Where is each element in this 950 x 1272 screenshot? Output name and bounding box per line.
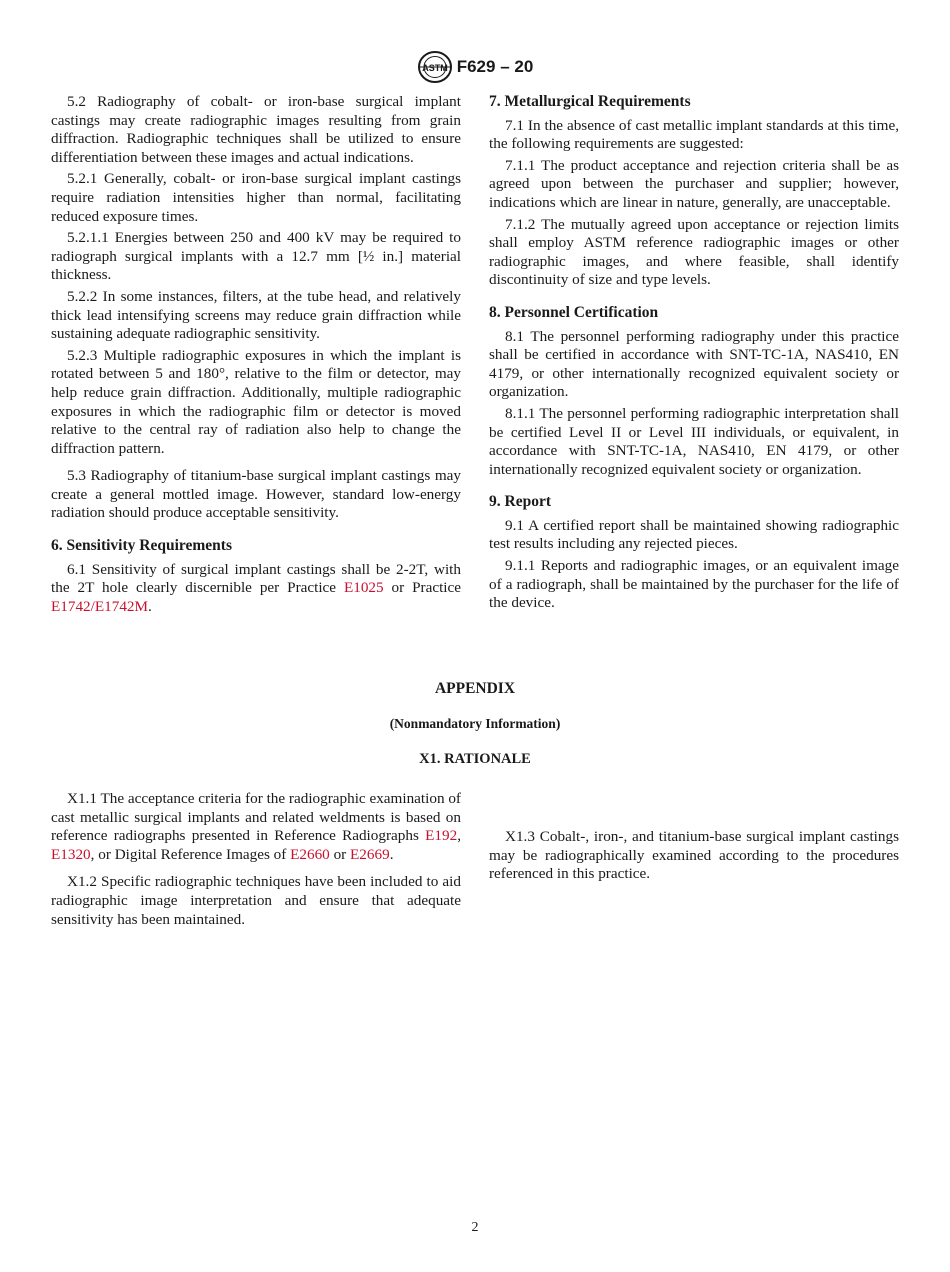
link-e192[interactable]: E192 [425, 827, 458, 845]
document-designation: F629 – 20 [456, 57, 534, 76]
link-e1320[interactable]: E1320 [51, 845, 91, 863]
paragraph-x1-1-text: X1.1 The acceptance criteria for the radiographic examination of cast metallic surgical implants and related weldments is based on reference radiographs presented in Reference Radiographs [51, 790, 461, 845]
paragraph-x1-3: X1.3 Cobalt-, iron-, and titanium-base surgical implant castings may be radiographically examined according to the procedures referenced in this practice. [489, 828, 899, 883]
appendix-subtitle: (Nonmandatory Information) [389, 716, 561, 731]
paragraph-x1-1-text: , [457, 827, 461, 845]
left-column [51, 93, 461, 619]
paragraph-5-2-1-1: 5.2.1.1 Energies between 250 and 400 kV may be required to radiograph surgical implants with a 12.7 mm [½ in.] material thickness. [51, 229, 461, 284]
paragraph-5-2-1: 5.2.1 Generally, cobalt- or iron-base surgical implant castings require radiation intensities higher than normal, facilitating reduced exposure times. [51, 170, 461, 225]
right-column [489, 93, 899, 616]
paragraph-x1-1-text: , or Digital Reference Images of [90, 845, 291, 863]
paragraph-7-1: 7.1 In the absence of cast metallic implant standards at this time, the following requirements are suggested: [489, 116, 899, 153]
paragraph-x1-1 [51, 790, 461, 864]
paragraph-5-3: 5.3 Radiography of titanium-base surgical implant castings may create a general mottled image. However, standard low-energy radiation should produce acceptable sensitivity. [51, 467, 461, 522]
section-heading-7: 7. Metallurgical Requirements [489, 93, 691, 110]
link-e1742[interactable]: E1742/E1742M [51, 597, 149, 615]
paragraph-5-2: 5.2 Radiography of cobalt- or iron-base surgical implant castings may create radiographic images resulting from grain diffraction. Radiographic techniques shall be utilized to ensure differentiation between these images and actual indications. [51, 93, 461, 166]
section-heading-9: 9. Report [489, 493, 551, 511]
svg-text:ASTM: ASTM [421, 63, 448, 73]
appendix-title: APPENDIX [434, 680, 516, 697]
appendix-left-column [51, 790, 461, 932]
paragraph-x1-1-text: . [389, 845, 394, 863]
paragraph-x1-1-text: or [329, 845, 351, 863]
paragraph-x1-2: X1.2 Specific radiographic techniques have been included to aid radiographic image interpretation and ensure that adequate sensitivity has been maintained. [51, 873, 461, 928]
astm-logo-icon [417, 50, 453, 84]
link-e2660[interactable]: E2660 [290, 845, 330, 863]
appendix-section-heading: X1. RATIONALE [419, 751, 531, 767]
paragraph-9-1-1: 9.1.1 Reports and radiographic images, or an equivalent image of a radiograph, shall be maintained by the purchaser for the life of the device. [489, 557, 899, 612]
section-heading-8: 8. Personnel Certification [489, 303, 659, 321]
paragraph-7-1-2: 7.1.2 The mutually agreed upon acceptance or rejection limits shall employ ASTM reference radiographic images or other radiographic images, and where feasible, shall identify discontinuity of size and type levels. [489, 215, 899, 289]
page-header [0, 50, 950, 84]
appendix-right-column [489, 790, 899, 887]
paragraph-9-1: 9.1 A certified report shall be maintained showing radiographic test results including any rejected pieces. [489, 516, 899, 553]
paragraph-6-1-text: 6.1 Sensitivity of surgical implant castings shall be 2-2T, with the 2T hole clearly discernible per Practice [51, 560, 461, 597]
paragraph-6-1 [51, 561, 461, 617]
paragraph-5-2-3: 5.2.3 Multiple radiographic exposures in which the implant is rotated between 5 and 180°, relative to the film or detector, may help reduce grain diffraction. Additionally, multiple radiographic exposures in which the radiographic film or detector is moved relative to the central ray of radiation also help to change the diffraction pattern. [51, 346, 461, 457]
paragraph-7-1-1: 7.1.1 The product acceptance and rejection criteria shall be as agreed upon between the purchaser and supplier; however, indications which are linear in nature, generally, are unacceptable. [489, 156, 899, 211]
link-e1025[interactable]: E1025 [343, 579, 384, 597]
section-heading-6: 6. Sensitivity Requirements [51, 537, 232, 555]
paragraph-8-1-1: 8.1.1 The personnel performing radiographic interpretation shall be certified Level II or Level III individuals, or equivalent, in accordance with SNT-TC-1A, NAS410, EN 4179, or other internationally recognized equivalent society or organization. [489, 404, 899, 478]
paragraph-5-2-2: 5.2.2 In some instances, filters, at the tube head, and relatively thick lead intensifying screens may reduce grain diffraction while sustaining adequate radiographic sensitivity. [51, 287, 461, 343]
paragraph-6-1-text: . [148, 597, 152, 615]
paragraph-6-1-text: or Practice [383, 579, 461, 597]
page-number: 2 [471, 1220, 479, 1235]
paragraph-8-1: 8.1 The personnel performing radiography under this practice shall be certified in accordance with SNT-TC-1A, NAS410, EN 4179, or other internationally recognized equivalent society or organization. [489, 327, 899, 401]
link-e2669[interactable]: E2669 [350, 845, 390, 863]
